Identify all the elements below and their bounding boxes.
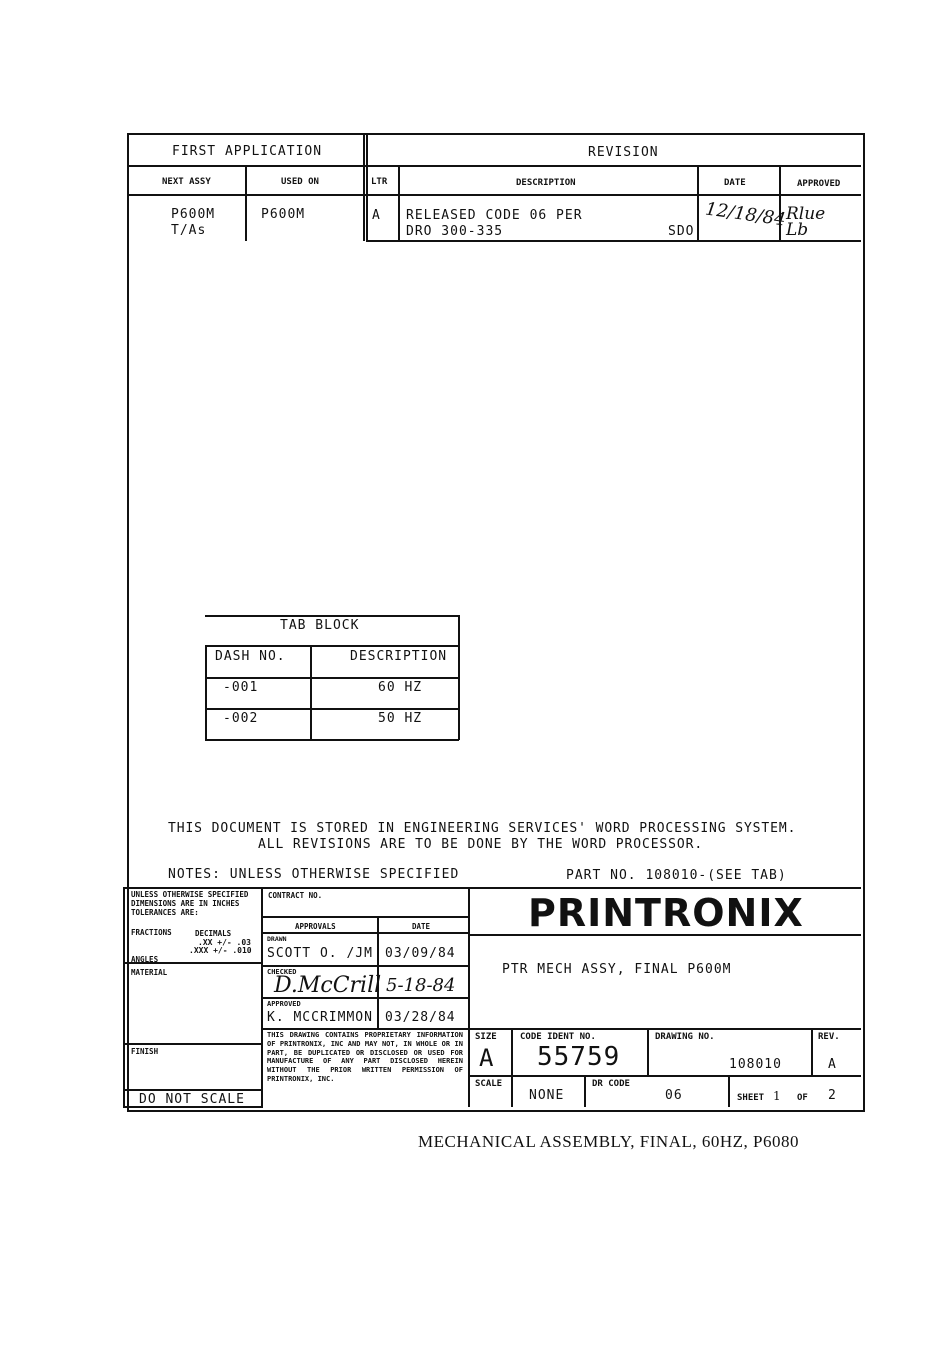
next-assy-header: NEXT ASSY: [162, 177, 211, 187]
drawing-frame: [127, 133, 865, 1112]
next-assy-value: P600M: [171, 207, 216, 222]
date-header: DATE: [724, 178, 746, 188]
next-assy-value-2: T/As: [171, 223, 207, 238]
proprietary-notice: THIS DRAWING CONTAINS PROPRIETARY INFORMATION OF PRINTRONIX, INC AND MAY NOT, IN WHOLE OR IN PART, BE DUPLICATED OR DISCLOSED OR USED FOR MANUFACTURE OF ANY PART DISCLOSED HEREIN WITHOUT THE PRIOR WRITTEN PERMISSION OF PRINTRONIX, INC.: [267, 1031, 463, 1083]
approved-label: APPROVED: [267, 1000, 301, 1008]
size-label: SIZE: [475, 1032, 497, 1042]
part-number: PART NO. 108010-(SEE TAB): [566, 868, 787, 883]
scale-value: NONE: [529, 1088, 565, 1103]
checked-signature: D.McCrill: [274, 973, 382, 998]
ltr-value: A: [372, 208, 381, 223]
approval-signature: Rlue Lb: [786, 204, 826, 240]
tab-row-desc: 60 HZ: [378, 680, 423, 695]
ltr-header: LTR: [371, 177, 388, 187]
drawing-no-label: DRAWING NO.: [655, 1032, 715, 1042]
sheet-label: SHEET: [737, 1093, 765, 1103]
company-logo: PRINTRONIX: [528, 891, 804, 935]
angles-label: ANGLES: [131, 955, 159, 964]
storage-notice-line2: ALL REVISIONS ARE TO BE DONE BY THE WORD PROCESSOR.: [258, 837, 704, 852]
tab-block-title: TAB BLOCK: [280, 618, 360, 633]
rev-label: REV.: [818, 1032, 840, 1042]
drawn-label: DRAWN: [267, 935, 287, 943]
drawing-no-value: 108010: [729, 1057, 782, 1072]
drawing-title: PTR MECH ASSY, FINAL P600M: [502, 962, 732, 977]
decimals-label: DECIMALS: [195, 929, 232, 938]
drawn-by: SCOTT O. /JM: [267, 946, 373, 961]
do-not-scale: DO NOT SCALE: [139, 1092, 245, 1107]
tab-row-dash: -002: [223, 711, 259, 726]
tab-description-header: DESCRIPTION: [350, 649, 448, 664]
approved-by: K. MCCRIMMON: [267, 1010, 373, 1025]
material-label: MATERIAL: [131, 968, 168, 977]
tolerance-statement: UNLESS OTHERWISE SPECIFIED DIMENSIONS ARE IN INCHES TOLERANCES ARE:: [131, 890, 249, 917]
checked-label: CHECKED: [267, 968, 297, 976]
approved-header: APPROVED: [797, 179, 841, 189]
tab-row-dash: -001: [223, 680, 259, 695]
rev-value: A: [828, 1057, 837, 1072]
finish-label: FINISH: [131, 1047, 159, 1056]
drawn-date: 03/09/84: [385, 946, 456, 961]
dash-no-header: DASH NO.: [215, 649, 286, 664]
code-ident-value: 55759: [537, 1042, 621, 1072]
revision-heading: REVISION: [588, 145, 659, 160]
of-label: OF: [797, 1093, 808, 1103]
revision-description-1: RELEASED CODE 06 PER: [406, 208, 583, 223]
xx-tolerance: .XX +/- .03: [198, 938, 251, 947]
revision-initials: SDO: [668, 224, 695, 239]
revision-date-handwritten: 12/18/84: [703, 198, 787, 231]
tab-row-desc: 50 HZ: [378, 711, 423, 726]
dr-code-label: DR CODE: [592, 1079, 630, 1089]
first-application-heading: FIRST APPLICATION: [172, 144, 323, 159]
sheet-total: 2: [828, 1088, 837, 1103]
dr-code-value: 06: [665, 1088, 683, 1103]
code-ident-label: CODE IDENT NO.: [520, 1032, 596, 1042]
approvals-label: APPROVALS: [295, 922, 336, 931]
storage-notice-line1: THIS DOCUMENT IS STORED IN ENGINEERING SERVICES' WORD PROCESSING SYSTEM.: [168, 821, 797, 836]
description-header: DESCRIPTION: [516, 178, 576, 188]
used-on-value: P600M: [261, 207, 306, 222]
xxx-tolerance: .XXX +/- .010: [189, 946, 252, 955]
approvals-date-label: DATE: [412, 922, 431, 931]
checked-date: 5-18-84: [386, 975, 456, 996]
approved-date: 03/28/84: [385, 1010, 456, 1025]
used-on-header: USED ON: [281, 177, 319, 187]
contract-no-label: CONTRACT NO.: [268, 891, 323, 900]
fractions-label: FRACTIONS: [131, 928, 172, 937]
scale-label: SCALE: [475, 1079, 503, 1089]
sheet-value: 1: [773, 1089, 782, 1103]
notes-heading: NOTES: UNLESS OTHERWISE SPECIFIED: [168, 867, 460, 882]
revision-description-2: DRO 300-335: [406, 224, 504, 239]
figure-caption: MECHANICAL ASSEMBLY, FINAL, 60HZ, P6080: [418, 1132, 799, 1151]
size-value: A: [479, 1044, 495, 1072]
